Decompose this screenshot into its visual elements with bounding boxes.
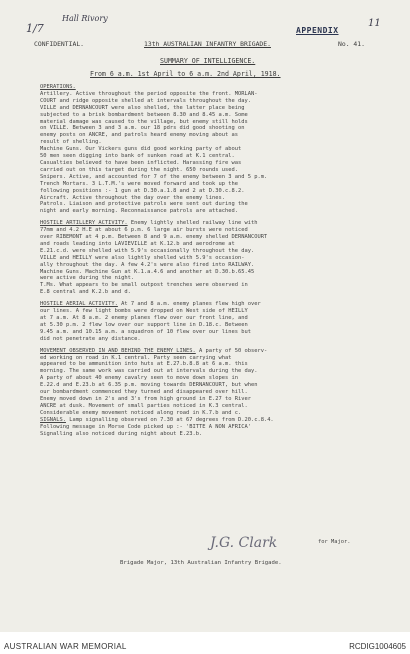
text-line: Lamp signalling observed on 7.30 at 67 degrees from D.20.c.8.4. <box>69 416 274 423</box>
section-movement <box>40 348 370 417</box>
text-line: COURT and ridge opposite shelled at intervals throughout the day. <box>40 97 251 104</box>
text-line: Enemy lightly shelled railway line with <box>130 220 258 227</box>
text-line: ed working on road in K.1 central. Party seen carrying what <box>40 354 232 361</box>
text-line: following positions :- 1 gun at D.30.a.1.8 and 2 at D.30.c.8.2. <box>40 187 245 194</box>
text-line: Enemy moved down in 2's and 3's from high ground in E.27 to River <box>40 395 251 402</box>
text-line: Snipers. Active, and accounted for 7 of the enemy between 3 and 5 p.m. <box>40 173 268 180</box>
text-line: our lines. A few light bombs were dropped on West side of HEILLY <box>40 308 248 315</box>
text-line: 77mm and 4.2 H.E at about 6 p.m. 6 large air bursts were noticed <box>40 227 248 234</box>
handwritten-note: Hall Rivory <box>62 14 108 23</box>
text-line: at 7 a.m. At 8 a.m. 2 enemy planes flew over our front line, and <box>40 315 248 321</box>
text-line: enemy posts on ANCRE, and patrols heard enemy moving about as <box>40 132 238 139</box>
classification: CONFIDENTIAL. <box>34 40 85 48</box>
text-line: appeared to be ammunition into huts at E.27.b.8.8 at 6 a.m. this <box>40 361 248 368</box>
archive-footer <box>0 632 410 654</box>
text-line: Machine Guns. Machine Gun at K.1.a.4.6 and another at D.30.b.65.45 <box>40 268 255 275</box>
text-line: A party of 50 observ- <box>199 347 268 354</box>
text-line: and roads leading into LAVIEVILLE at K.12.b and aerodrome at <box>40 240 235 247</box>
section-heading: MOVEMENT OBSERVED IN AND BEHIND THE ENEMY LINES. <box>40 347 196 354</box>
text-line: A party of about 40 enemy cavalry seen to move down slopes in <box>40 375 238 382</box>
text-line: morning. The same work was carried out at intervals during the day. <box>40 368 258 375</box>
section-heading: SIGNALS. <box>40 416 66 423</box>
document-title: SUMMARY OF INTELLIGENCE. <box>160 57 256 65</box>
text-line: ANCRE at dusk. Movement of small parties noticed in K.3 central. <box>40 402 248 409</box>
text-line: Artillery. Active throughout the period opposite the front. MORLAN- <box>40 90 258 97</box>
section-heading: HOSTILE AERIAL ACTIVITY. <box>40 301 118 308</box>
text-line: on VILLE. Between 3 and 3 a.m. our 18 pdrs did good shooting on <box>40 125 245 132</box>
text-line: Following message in Morse Code picked up :- 'BITTE A NON AFRICA' <box>40 423 251 430</box>
text-line: subjected to a brisk bombardment between 8.30 and 8.45 a.m. Some <box>40 111 248 118</box>
section-signals <box>40 417 370 438</box>
handwritten-signature: J.G. Clark <box>210 535 278 551</box>
text-line: did not penetrate any distance. <box>40 335 141 342</box>
text-line: at 5.30 p.m. 2 flew low over our support line in D.18.c. Between <box>40 321 248 328</box>
handwritten-mark: 1/7 <box>26 22 44 35</box>
text-line: VILLE and DERNANCOURT were also shelled, the latter place being <box>40 104 245 111</box>
text-line: E.21.c.d. were shelled with 5.9's occasionally throughout the day. <box>40 247 255 254</box>
text-line: At 7 and 8 a.m. enemy planes flew high over <box>121 301 261 308</box>
section-hostile-aerial <box>40 301 370 342</box>
text-line: carried out on this target during the night. 650 rounds used. <box>40 166 238 173</box>
report-body <box>40 84 370 437</box>
text-line: 9.45 a.m. and 10.15 a.m. a squadron of 10 flew over our lines but <box>40 328 251 335</box>
text-line: 50 men seen digging into bank of sunken road at K.1 central. <box>40 153 235 160</box>
text-line: VILLE and HEILLY were also lightly shelled with 5.9's occasion- <box>40 254 245 261</box>
signature-suffix: for Major. <box>318 539 351 545</box>
text-line: Trench Mortars. 3 L.T.M.'s were moved forward and took up the <box>40 180 238 187</box>
text-line: Signalling also noticed during night about E.23.b. <box>40 430 203 437</box>
appendix-stamp: APPENDIX <box>296 26 339 35</box>
text-line: our bombardment commenced they turned and disappeared over hill. <box>40 389 248 396</box>
text-line: were active during the night. <box>40 275 135 282</box>
text-line: Patrols. Liaison and protective patrols were sent out during the <box>40 201 248 208</box>
unit-name: 13th AUSTRALIAN INFANTRY BRIGADE. <box>144 40 271 48</box>
section-heading: OPERATIONS. <box>40 84 76 90</box>
archive-name: AUSTRALIAN WAR MEMORIAL <box>4 642 127 651</box>
text-line: Aircraft. Active throughout the day over the enemy lines. <box>40 194 225 201</box>
text-line: over RIBEMONT at 4 p.m. Between 8 and 9 a.m. enemy shelled DERNANCOURT <box>40 234 268 241</box>
text-line: ally throughout the day. A few 4.2's were also fired into RAILWAY. <box>40 261 255 268</box>
text-line: E.8 central and K.2.b and d. <box>40 289 131 296</box>
section-operations <box>40 84 370 215</box>
archive-reference: RCDIG1004605 <box>349 642 406 651</box>
text-line: Casualties believed to have been inflicted. Harassing fire was <box>40 159 242 166</box>
signoff-line: Brigade Major, 13th Australian Infantry Brigade. <box>120 560 282 566</box>
text-line: result of shelling. <box>40 139 102 146</box>
reporting-period: From 6 a.m. 1st April to 6 a.m. 2nd April, 1918. <box>90 70 281 78</box>
text-line: T.Ms. What appears to be small outpost trenches were observed in <box>40 282 248 289</box>
section-hostile-artillery <box>40 220 370 296</box>
text-line: night and early morning. Reconnaissance patrols are attached. <box>40 208 238 215</box>
text-line: Machine Guns. Our Vickers guns did good working party of about <box>40 146 242 153</box>
text-line: E.22.d and E.23.b at 6.35 p.m. moving towards DERNANCOURT, but when <box>40 382 258 389</box>
document-number: No. 41. <box>338 40 365 48</box>
handwritten-page-number: 11 <box>368 18 381 29</box>
text-line: Considerable enemy movement noticed along road in K.7.b and c. <box>40 409 242 416</box>
text-line: material damage was caused to the village, but enemy still holds <box>40 118 248 125</box>
section-heading: HOSTILE ARTILLERY ACTIVITY. <box>40 220 128 227</box>
